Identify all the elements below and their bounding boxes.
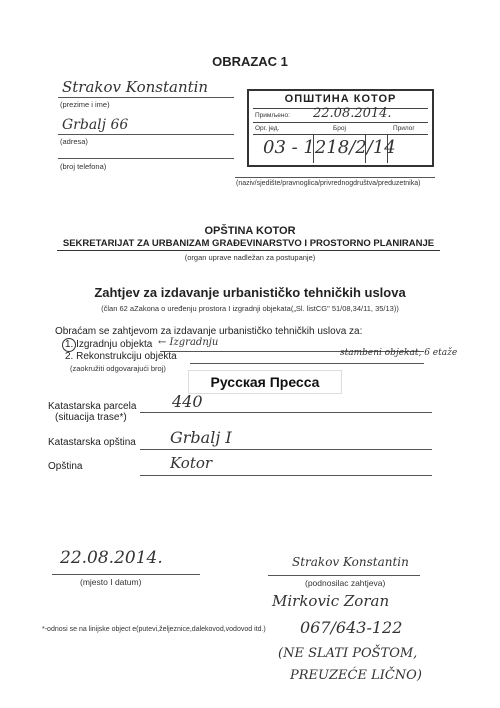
name-line xyxy=(58,97,234,98)
signature-line xyxy=(268,575,420,576)
note-line-1: Mirkovic Zoran xyxy=(272,592,390,610)
form-title: OBRAZAC 1 xyxy=(212,54,288,69)
municipality-value: Kotor xyxy=(170,454,213,472)
parcel-label: Katastarska parcela xyxy=(48,401,137,412)
address-label: (adresa) xyxy=(60,137,88,146)
cadastral-municipality-value: Grbalj I xyxy=(170,428,232,447)
stamp-title: ОПШТИНА КОТОР xyxy=(284,93,397,105)
cadastral-municipality-label: Katastarska opština xyxy=(48,437,136,448)
signer-label: (podnosilac zahtjeva) xyxy=(305,578,386,588)
option-2-label: 2. Rekonstrukciju objekta xyxy=(65,351,177,362)
stamp-received-date: 22.08.2014. xyxy=(313,106,392,121)
option-1-label: 1. Izgradnju objekta xyxy=(65,339,153,350)
authority-name: OPŠTINA KOTOR xyxy=(204,225,296,237)
watermark-label: Русская Пресса xyxy=(188,370,342,394)
cadastral-municipality-line xyxy=(140,449,432,450)
registry-stamp xyxy=(247,89,434,167)
municipality-label: Opština xyxy=(48,461,83,472)
request-title: Zahtjev za izdavanje urbanističko tehničkih uslova xyxy=(94,285,406,300)
municipality-line xyxy=(140,475,432,476)
footnote: *-odnosi se na linijske object e(putevi,željeznice,dalekovod,vodovod itd.) xyxy=(42,626,266,633)
stamp-reference: 03 - 1218/2/14 xyxy=(263,137,396,158)
parcel-sublabel: (situacija trase*) xyxy=(55,412,127,423)
request-intro: Obraćam se zahtjevom za izdavanje urbanističko tehničkih uslova za: xyxy=(55,326,363,337)
note-line-3: (NE SLATI POŠTOM, xyxy=(278,646,418,661)
stamp-number-label: Број xyxy=(333,125,346,132)
department-note: (organ uprave nadležan za postupanje) xyxy=(184,253,316,262)
option-1 xyxy=(65,339,152,350)
parcel-value: 440 xyxy=(172,392,203,411)
option-1-value: ← Izgradnju xyxy=(158,337,219,348)
authority-department: SEKRETARIJAT ZA URBANIZAM GRAĐEVINARSTVO I PROSTORNO PLANIRANJE xyxy=(57,238,440,251)
name-label: (prezime i ime) xyxy=(60,100,110,109)
applicant-address-value: Grbalj 66 xyxy=(62,117,129,133)
phone-label: (broj telefona) xyxy=(60,162,107,171)
stamp-received-row xyxy=(253,108,428,123)
stamp-org-unit-label: Орг. јед. xyxy=(255,125,280,132)
option-note: (zaokružiti odgovarajući broj) xyxy=(70,364,166,373)
legal-entity-line xyxy=(235,177,435,178)
legal-entity-label: (naziv/sjedište/pravnoglica/privrednogdruštva/preduzetnika) xyxy=(236,180,421,187)
date-label: (mjesto I datum) xyxy=(80,577,142,587)
note-line-2: 067/643-122 xyxy=(300,618,403,637)
stamp-value-row xyxy=(253,134,428,163)
option-2-line xyxy=(190,363,424,364)
stamp-attachment-label: Прилог xyxy=(393,125,415,132)
applicant-name-value: Strakov Konstantin xyxy=(62,78,209,96)
address-line xyxy=(58,134,234,135)
note-line-4: PREUZEĆE LIČNO) xyxy=(290,668,422,683)
option-1-circle xyxy=(62,338,76,352)
option-2-value: stambeni objekat, 6 etaže xyxy=(340,348,458,358)
legal-basis: (član 62 aZakona o uređenju prostora I izgradnji objekata(„Sl. listCG" 51/08,34/11, 35/13)) xyxy=(101,304,399,313)
phone-line xyxy=(58,158,234,159)
stamp-received-label: Примљено: xyxy=(255,112,290,119)
signature-value: Strakov Konstantin xyxy=(292,555,409,569)
parcel-line xyxy=(140,412,432,413)
date-value: 22.08.2014. xyxy=(60,548,163,568)
date-line xyxy=(52,574,200,575)
